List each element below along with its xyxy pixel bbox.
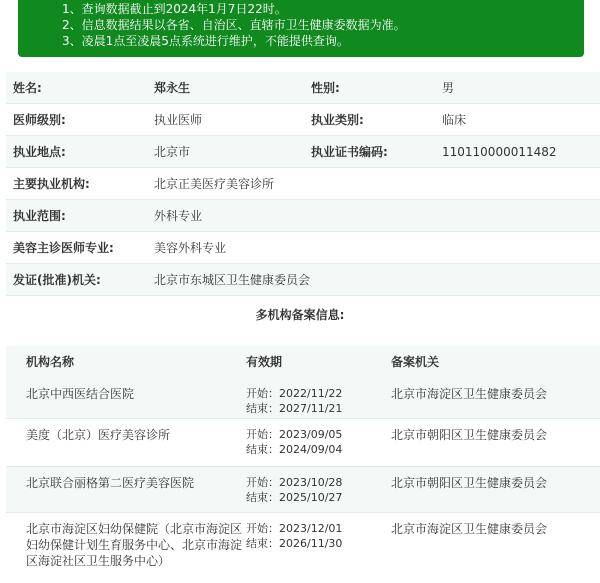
row-validity xyxy=(246,467,391,512)
specialty-label: 美容主诊医师专业: xyxy=(13,241,114,255)
row-validity xyxy=(246,513,391,583)
info-row-name xyxy=(6,72,600,104)
level-label: 医师级别: xyxy=(13,113,66,127)
table-row xyxy=(6,467,600,513)
row-end: 结束：2024/09/04 xyxy=(246,443,343,456)
location-value: 北京市 xyxy=(154,145,191,159)
multi-org-header xyxy=(6,346,600,378)
info-row-specialty xyxy=(6,232,600,264)
doctor-info-table xyxy=(6,72,600,296)
info-row-issuer xyxy=(6,264,600,296)
name-label: 姓名: xyxy=(13,81,42,95)
category-value: 临床 xyxy=(442,113,467,127)
row-org: 北京联合丽格第二医疗美容医院 xyxy=(26,476,195,490)
row-org: 美度（北京）医疗美容诊所 xyxy=(26,428,171,442)
row-validity xyxy=(246,419,391,466)
header-authority: 备案机关 xyxy=(391,355,440,369)
specialty-value: 美容外科专业 xyxy=(154,241,227,255)
notice-line-1: 1、查询数据截止到2024年1月7日22时。 xyxy=(62,2,287,16)
multi-org-body xyxy=(6,378,600,583)
table-row xyxy=(6,513,600,583)
location-label: 执业地点: xyxy=(13,145,66,159)
info-row-org xyxy=(6,168,600,200)
gender-value: 男 xyxy=(442,81,455,95)
table-row xyxy=(6,378,600,419)
org-value: 北京正美医疗美容诊所 xyxy=(154,177,275,191)
notice-line-2: 2、信息数据结果以各省、自治区、直辖市卫生健康委数据为准。 xyxy=(62,18,406,32)
notice-line-3: 3、凌晨1点至凌晨5点系统进行维护，不能提供查询。 xyxy=(62,34,349,48)
row-authority: 北京市海淀区卫生健康委员会 xyxy=(391,387,548,401)
row-org: 北京市海淀区妇幼保健院（北京市海淀区妇幼保健计划生育服务中心、北京市海淀区海淀社区卫生服务中心） xyxy=(26,522,243,568)
notice-banner xyxy=(18,0,584,57)
multi-org-title: 多机构备案信息: xyxy=(255,308,345,322)
name-value: 郑永生 xyxy=(154,81,191,95)
info-row-scope xyxy=(6,200,600,232)
row-authority: 北京市朝阳区卫生健康委员会 xyxy=(391,476,548,490)
cert-label: 执业证书编码: xyxy=(311,145,388,159)
issuer-value: 北京市东城区卫生健康委员会 xyxy=(154,273,311,287)
issuer-label: 发证(批准)机关: xyxy=(13,273,101,287)
table-row xyxy=(6,419,600,467)
info-row-level xyxy=(6,104,600,136)
scope-label: 执业范围: xyxy=(13,209,66,223)
row-validity xyxy=(246,378,391,418)
info-row-location xyxy=(6,136,600,168)
row-authority: 北京市朝阳区卫生健康委员会 xyxy=(391,428,548,442)
cert-value: 110110000011482 xyxy=(442,144,557,159)
category-label: 执业类别: xyxy=(311,113,364,127)
multi-org-table xyxy=(6,346,600,583)
level-value: 执业医师 xyxy=(154,113,203,127)
row-end: 结束：2026/11/30 xyxy=(246,537,343,550)
row-start: 开始：2022/11/22 xyxy=(246,387,343,400)
header-org: 机构名称 xyxy=(26,355,75,369)
row-start: 开始：2023/09/05 xyxy=(246,428,343,441)
row-start: 开始：2023/12/01 xyxy=(246,522,343,535)
header-validity: 有效期 xyxy=(246,355,283,369)
scope-value: 外科专业 xyxy=(154,209,203,223)
row-org: 北京中西医结合医院 xyxy=(26,387,135,401)
row-end: 结束：2027/11/21 xyxy=(246,402,343,415)
gender-label: 性别: xyxy=(311,81,340,95)
row-start: 开始：2023/10/28 xyxy=(246,476,343,489)
row-authority: 北京市海淀区卫生健康委员会 xyxy=(391,522,548,536)
org-label: 主要执业机构: xyxy=(13,177,90,191)
row-end: 结束：2025/10/27 xyxy=(246,491,343,504)
